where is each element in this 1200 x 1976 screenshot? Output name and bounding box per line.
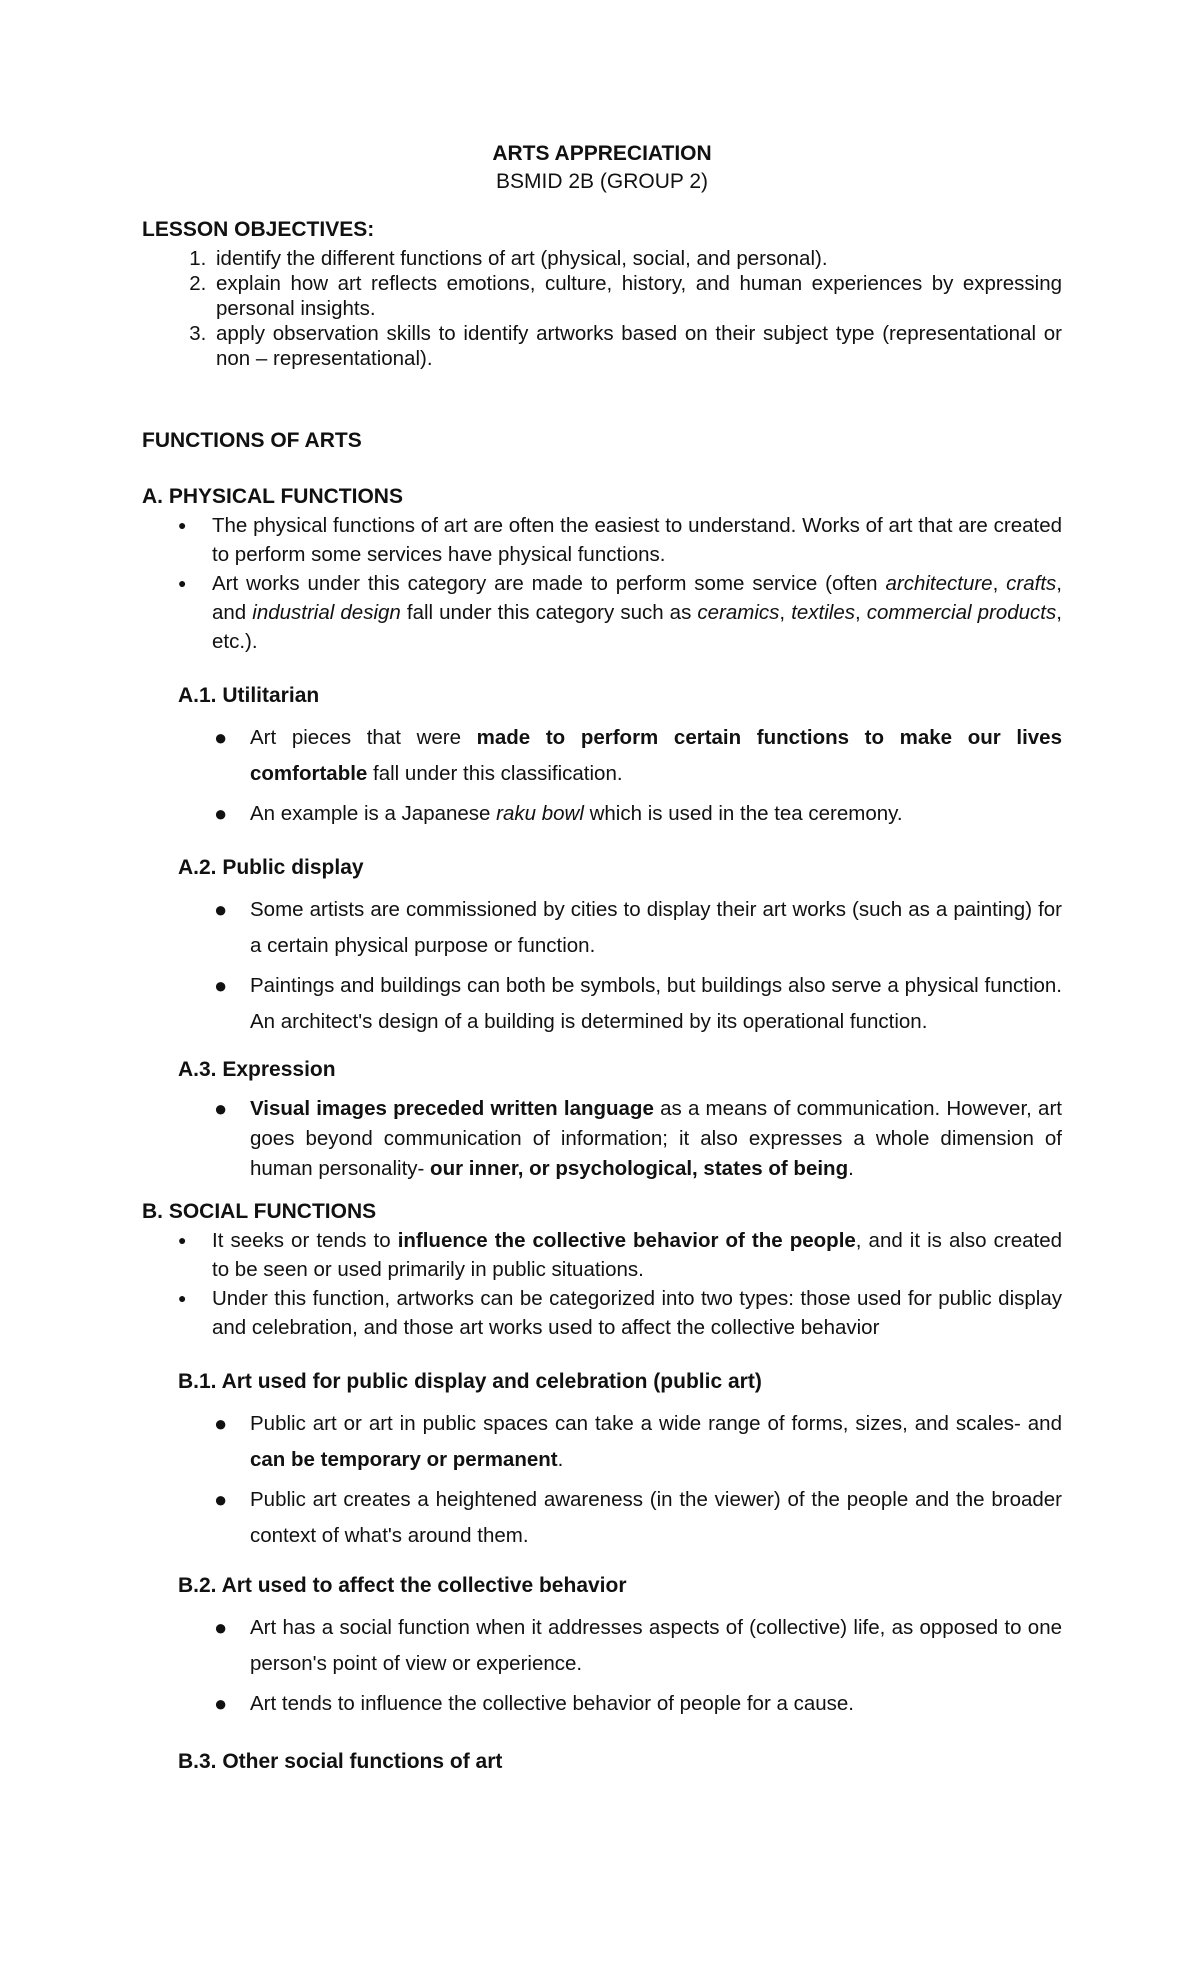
utilitarian-section [178, 682, 1062, 832]
other-social-heading: B.3. Other social functions of art [178, 1750, 503, 1773]
expression-heading: A.3. Expression [178, 1058, 336, 1081]
collective-bullets [178, 1610, 1062, 1722]
utilitarian-bullets [178, 720, 1062, 832]
document-subtitle: BSMID 2B (GROUP 2) [496, 170, 708, 193]
list-item: ● Public art or art in public spaces can take a wide range of forms, sizes, and scales- and can be temporary or permanent. [178, 1406, 1062, 1478]
bullet-icon: ● [214, 1411, 228, 1436]
social-section [142, 1198, 1062, 1776]
bullet-icon: ● [178, 1232, 187, 1248]
collective-section [178, 1572, 1062, 1722]
expression-section [178, 1056, 1062, 1184]
public-art-heading: B.1. Art used for public display and celebration (public art) [178, 1370, 762, 1393]
public-display-section [178, 854, 1062, 1040]
list-item: ● Art tends to influence the collective behavior of people for a cause. [178, 1686, 1062, 1722]
bullet-icon: ● [214, 973, 228, 998]
bullet-icon: ● [214, 1691, 228, 1716]
bullet-icon: ● [214, 801, 228, 826]
list-item: ● The physical functions of art are often the easiest to understand. Works of art that are created to perform some services have physical functions. [142, 511, 1062, 569]
social-bullets [142, 1226, 1062, 1342]
public-display-bullets [178, 892, 1062, 1040]
document-page [142, 140, 1062, 1776]
bullet-icon: ● [214, 1487, 228, 1512]
list-item: ● An example is a Japanese raku bowl which is used in the tea ceremony. [178, 796, 1062, 832]
bullet-icon: ● [214, 1096, 228, 1121]
title-block [142, 140, 1062, 196]
public-art-section [178, 1368, 1062, 1554]
bullet-icon: ● [214, 1615, 228, 1640]
list-item: ● Art has a social function when it addresses aspects of (collective) life, as opposed to one person's point of view or experience. [178, 1610, 1062, 1682]
social-heading: B. SOCIAL FUNCTIONS [142, 1200, 377, 1223]
bullet-icon: ● [214, 897, 228, 922]
list-item: ● Art works under this category are made to perform some service (often architecture, crafts, and industrial design fall under this category such as ceramics, textiles, commercial products, etc.). [142, 569, 1062, 656]
list-item: ● Visual images preceded written language as a means of communication. However, art goes beyond communication of information; it also expresses a whole dimension of human personality- our inner, or psychological, states of being. [214, 1096, 1062, 1180]
utilitarian-heading: A.1. Utilitarian [178, 684, 320, 707]
objective-item: 2. explain how art reflects emotions, culture, history, and human experiences by expressing personal insights. [212, 271, 1062, 321]
bullet-icon: ● [178, 1290, 187, 1306]
document-title: ARTS APPRECIATION [492, 142, 712, 165]
expression-bullets [178, 1094, 1062, 1184]
other-social-section [178, 1748, 1062, 1776]
list-item: ● Art pieces that were made to perform certain functions to make our lives comfortable fall under this classification. [178, 720, 1062, 792]
objective-item: 3. apply observation skills to identify artworks based on their subject type (representational or non – representational). [212, 321, 1062, 371]
objective-item: 1. identify the different functions of art (physical, social, and personal). [212, 246, 1062, 271]
list-item: ● Paintings and buildings can both be symbols, but buildings also serve a physical function. An architect's design of a building is determined by its operational function. [178, 968, 1062, 1040]
list-item: ● Public art creates a heightened awareness (in the viewer) of the people and the broader context of what's around them. [178, 1482, 1062, 1554]
list-item: ● Under this function, artworks can be categorized into two types: those used for public display and celebration, and those art works used to affect the collective behavior [142, 1284, 1062, 1342]
objectives-list [142, 246, 1062, 371]
objectives-heading: LESSON OBJECTIVES: [142, 218, 375, 241]
physical-section [142, 483, 1062, 1184]
objectives-section [142, 216, 1062, 371]
bullet-icon: ● [214, 725, 228, 750]
bullet-icon: ● [178, 517, 187, 533]
functions-heading: FUNCTIONS OF ARTS [142, 429, 362, 452]
public-art-bullets [178, 1406, 1062, 1554]
list-item: ● Some artists are commissioned by cities to display their art works (such as a painting) for a certain physical purpose or function. [178, 892, 1062, 964]
physical-heading: A. PHYSICAL FUNCTIONS [142, 485, 403, 508]
list-item: ● It seeks or tends to influence the collective behavior of the people, and it is also created to be seen or used primarily in public situations. [142, 1226, 1062, 1284]
physical-bullets [142, 511, 1062, 656]
bullet-icon: ● [178, 575, 187, 591]
public-display-heading: A.2. Public display [178, 856, 364, 879]
collective-heading: B.2. Art used to affect the collective behavior [178, 1574, 627, 1597]
